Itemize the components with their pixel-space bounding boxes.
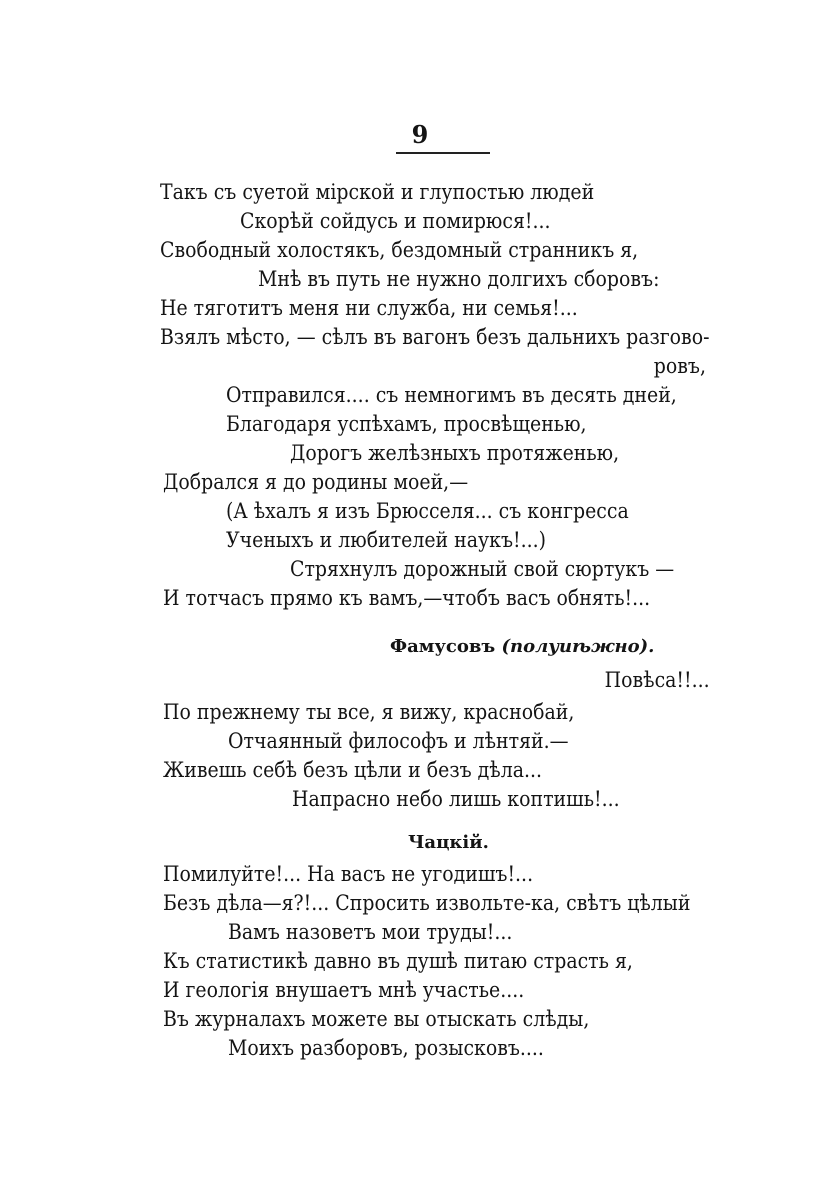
verse-line: Свободный холостякъ, бездомный странникъ я, bbox=[160, 238, 639, 262]
verse-line: Мнѣ въ путь не нужно долгихъ сборовъ: bbox=[258, 267, 660, 291]
speaker-heading-chatsky: Чацкій. bbox=[408, 832, 489, 853]
verse-line: Безъ дѣла—я?!... Спросить извольте-ка, свѣтъ цѣлый bbox=[163, 891, 691, 915]
speaker-heading-famusov bbox=[390, 634, 654, 660]
verse-line: Повѣса!!... bbox=[605, 668, 710, 692]
verse-line: Отчаянный философъ и лѣнтяй.— bbox=[228, 729, 569, 753]
verse-line: Благодаря успѣхамъ, просвѣщенью, bbox=[226, 412, 587, 436]
verse-line: Моихъ разборовъ, розысковъ.... bbox=[228, 1036, 544, 1060]
verse-line: По прежнему ты все, я вижу, краснобай, bbox=[163, 700, 575, 724]
verse-line: Ученыхъ и любителей наукъ!...) bbox=[226, 528, 546, 552]
verse-line: Добрался я до родины моей,— bbox=[163, 470, 469, 494]
verse-line: Напрасно небо лишь коптишь!... bbox=[292, 787, 620, 811]
verse-line: Взялъ мѣсто, — сѣлъ въ вагонъ безъ дальнихъ разгово- bbox=[160, 325, 710, 349]
speaker-name: Фамусовъ bbox=[390, 636, 496, 657]
page-number: 9 bbox=[411, 120, 429, 149]
verse-line: Въ журналахъ можете вы отыскать слѣды, bbox=[163, 1007, 590, 1031]
verse-line: И геологія внушаетъ мнѣ участье.... bbox=[163, 978, 525, 1002]
verse-line: ровъ, bbox=[653, 354, 706, 378]
verse-line: Къ статистикѣ давно въ душѣ питаю страсть я, bbox=[163, 949, 633, 973]
verse-line: Живешь себѣ безъ цѣли и безъ дѣла... bbox=[163, 758, 542, 782]
verse-line: Стряхнулъ дорожный свой сюртукъ — bbox=[290, 557, 675, 581]
verse-line: Помилуйте!... На васъ не угодишъ!... bbox=[163, 862, 534, 886]
stage-direction: (полуиѣжно). bbox=[501, 636, 655, 657]
verse-line: Скорѣй сойдусь и помирюся!... bbox=[240, 209, 551, 233]
verse-line: И тотчасъ прямо къ вамъ,—чтобъ васъ обнять!... bbox=[163, 586, 651, 610]
verse-line: Такъ съ суетой мірской и глупостью людей bbox=[160, 180, 595, 204]
verse-line: Дорогъ желѣзныхъ протяженью, bbox=[290, 441, 620, 465]
verse-line: Вамъ назоветъ мои труды!... bbox=[228, 920, 513, 944]
verse-line: Отправился.... съ немногимъ въ десять дней, bbox=[226, 383, 677, 407]
verse-line: Не тяготитъ меня ни служба, ни семья!... bbox=[160, 296, 578, 320]
verse-line: (А ѣхалъ я изъ Брюсселя... съ конгресса bbox=[226, 499, 629, 523]
page-number-rule bbox=[396, 152, 490, 154]
